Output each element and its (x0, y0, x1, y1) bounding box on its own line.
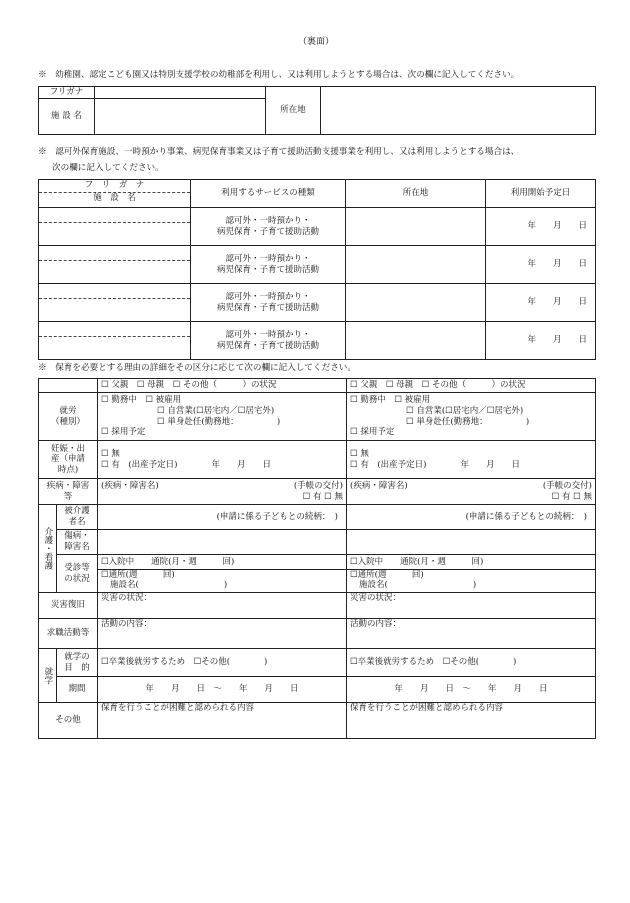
header-facility: 施 設 名 (93, 193, 136, 203)
illness-name-label-2: 障害名 (64, 542, 90, 552)
job-activity-field[interactable]: 活動の内容： (347, 619, 596, 649)
study-period-field[interactable]: 年 月 日 〜 年 月 日 (98, 677, 347, 703)
work-type-label: （種別） (50, 416, 85, 427)
pregnancy-none-option[interactable]: ☐ 無 (350, 448, 369, 459)
page-label: （裏面） (298, 37, 335, 47)
service-location-input[interactable] (346, 284, 486, 322)
pregnancy-yes-option[interactable]: ☐ 有 (出産予定日) 年 月 日 (101, 459, 271, 470)
other-reason-field[interactable]: 保育を行うことが困難と認められる内容 (98, 703, 347, 739)
study-group-label: 就学 (39, 649, 57, 703)
service-type-line2: 病児保育・子育て援助活動 (216, 340, 319, 351)
pregnancy-yes-option[interactable]: ☐ 有 (出産予定日) 年 月 日 (350, 459, 520, 470)
handbook-options[interactable]: ☐ 有 ☐ 無 (302, 491, 343, 502)
illness-name-label-1: 傷病・ (64, 531, 90, 542)
facility-name-input[interactable] (95, 99, 266, 135)
location-input[interactable] (321, 87, 596, 135)
treatment-facility-name[interactable]: 施設名( ) (359, 580, 477, 591)
service-start-date[interactable]: 年 月 日 (486, 246, 596, 284)
guardian-select-right[interactable]: ☐ 父親 ☐ 母親 ☐ その他（ ）の状況 (347, 379, 596, 393)
facility-name-label: 施 設 名 (39, 99, 95, 135)
service-type-line1: 認可外・一時預かり・ (225, 329, 311, 340)
header-location: 所在地 (346, 180, 486, 208)
self-employed-options[interactable]: ☐ 自営業(☐居宅内／☐居宅外) (157, 405, 275, 416)
study-period-field[interactable]: 年 月 日 〜 年 月 日 (347, 677, 596, 703)
service-start-date[interactable]: 年 月 日 (486, 284, 596, 322)
disaster-field[interactable]: 災害の状況： (98, 593, 347, 619)
handbook-label: (手帳の交付) (542, 480, 592, 491)
service-start-date[interactable]: 年 月 日 (486, 208, 596, 246)
handbook-options[interactable]: ☐ 有 ☐ 無 (551, 491, 592, 502)
service-location-input[interactable] (346, 322, 486, 360)
commute-option[interactable]: ☐通所(週 回) (350, 569, 424, 580)
hospital-options[interactable]: ☐入院中 通院(月・週 回) (347, 556, 595, 570)
job-activity-field[interactable]: 活動の内容： (98, 619, 347, 649)
service-type-line1: 認可外・一時預かり・ (225, 215, 311, 226)
planned-hire-option[interactable]: ☐ 採用予定 (101, 427, 146, 438)
treatment-label-1: 受診等 (64, 562, 90, 573)
disaster-label: 災害復旧 (39, 593, 98, 619)
cared-person-label-2: 者名 (68, 517, 86, 527)
service-location-input[interactable] (346, 246, 486, 284)
self-employed-options[interactable]: ☐ 自営業(☐居宅内／☐居宅外) (406, 405, 524, 416)
transfer-option[interactable]: ☐ 単身赴任(勤務地： ) (157, 416, 281, 427)
guardian-label-cell (39, 379, 98, 393)
service-facility-input[interactable] (39, 261, 190, 283)
kindergarten-table (38, 86, 596, 135)
transfer-option[interactable]: ☐ 単身赴任(勤務地： ) (406, 416, 530, 427)
care-illness-input[interactable] (347, 530, 596, 555)
childcare-reason-table (38, 378, 596, 739)
guardian-select-left[interactable]: ☐ 父親 ☐ 母親 ☐ その他（ ）の状況 (98, 379, 347, 393)
illness-name-field[interactable]: (疾病・障害名) (350, 480, 408, 491)
furigana-label: フリガナ (39, 87, 95, 99)
other-reason-field[interactable]: 保育を行うことが困難と認められる内容 (347, 703, 596, 739)
study-purpose-label-1: 就学の (64, 651, 90, 662)
section2-note-line2: 次の欄に記入してください。 (52, 163, 164, 173)
service-furigana-input[interactable] (39, 322, 190, 337)
study-purpose-options[interactable]: ☐卒業後就労するため ☐その他( ) (347, 649, 596, 677)
cared-person-field[interactable]: (申請に係る子どもとの続柄： ) (347, 505, 596, 530)
service-type-line2: 病児保育・子育て援助活動 (216, 264, 319, 275)
hospital-options[interactable]: ☐入院中 通院(月・週 回) (98, 556, 346, 570)
service-furigana-input[interactable] (39, 246, 190, 261)
childcare-service-table (38, 179, 596, 360)
illness-name-field[interactable]: (疾病・障害名) (101, 480, 159, 491)
other-label: その他 (39, 703, 98, 739)
care-group-label: 介護・看護 (39, 505, 57, 593)
service-facility-input[interactable] (39, 337, 190, 359)
illness-label-1: 疾病・障害 (46, 480, 90, 491)
work-status-options[interactable]: ☐ 勤務中 ☐ 被雇用 (101, 395, 182, 406)
cared-person-label-1: 被介護 (64, 506, 90, 517)
illness-label-2: 等 (63, 491, 73, 502)
header-start-date: 利用開始予定日 (486, 180, 596, 208)
section2-note-line1: ※ 認可外保育施設、一時預かり事業、病児保育事業又は子育て援助活動支援事業を利用し、又は利用しようとする場合は、 (38, 147, 520, 157)
study-purpose-options[interactable]: ☐卒業後就労するため ☐その他( ) (98, 649, 347, 677)
care-illness-input[interactable] (98, 530, 347, 555)
header-service-type: 利用するサービスの種類 (191, 180, 346, 208)
pregnancy-none-option[interactable]: ☐ 無 (101, 448, 120, 459)
study-purpose-label-2: 目 的 (64, 662, 90, 673)
service-facility-input[interactable] (39, 223, 190, 245)
service-type-line1: 認可外・一時預かり・ (225, 291, 311, 302)
handbook-label: (手帳の交付) (293, 480, 343, 491)
service-facility-input[interactable] (39, 299, 190, 321)
job-seeking-label: 求職活動等 (39, 619, 98, 649)
pregnancy-label-3: 時点) (57, 464, 79, 475)
commute-option[interactable]: ☐通所(週 回) (101, 569, 175, 580)
pregnancy-label-1: 妊娠・出 (50, 443, 85, 454)
section3-note: ※ 保育を必要とする理由の詳細をその区分に応じて次の欄に記入してください。 (38, 363, 356, 373)
service-type-line2: 病児保育・子育て援助活動 (216, 226, 319, 237)
service-start-date[interactable]: 年 月 日 (486, 322, 596, 360)
location-label: 所在地 (266, 87, 321, 135)
section1-note: ※ 幼稚園、認定こども園又は特別支援学校の幼稚部を利用し、又は利用しようとする場合は、次の欄に記入してください。 (38, 70, 520, 80)
work-status-options[interactable]: ☐ 勤務中 ☐ 被雇用 (350, 395, 431, 406)
planned-hire-option[interactable]: ☐ 採用予定 (350, 427, 395, 438)
service-type-line1: 認可外・一時預かり・ (225, 253, 311, 264)
work-label: 就労 (59, 405, 77, 416)
service-location-input[interactable] (346, 208, 486, 246)
header-furigana: フ リ ガ ナ (39, 180, 190, 193)
furigana-input[interactable] (95, 87, 266, 99)
treatment-label-2: の状況 (64, 573, 90, 584)
treatment-facility-name[interactable]: 施設名( ) (110, 580, 228, 591)
service-furigana-input[interactable] (39, 208, 190, 223)
cared-person-field[interactable]: (申請に係る子どもとの続柄： ) (98, 505, 347, 530)
disaster-field[interactable]: 災害の状況： (347, 593, 596, 619)
service-type-line2: 病児保育・子育て援助活動 (216, 302, 319, 313)
period-label: 期間 (57, 677, 98, 703)
pregnancy-label-2: 産（申請 (50, 454, 85, 465)
service-furigana-input[interactable] (39, 284, 190, 299)
